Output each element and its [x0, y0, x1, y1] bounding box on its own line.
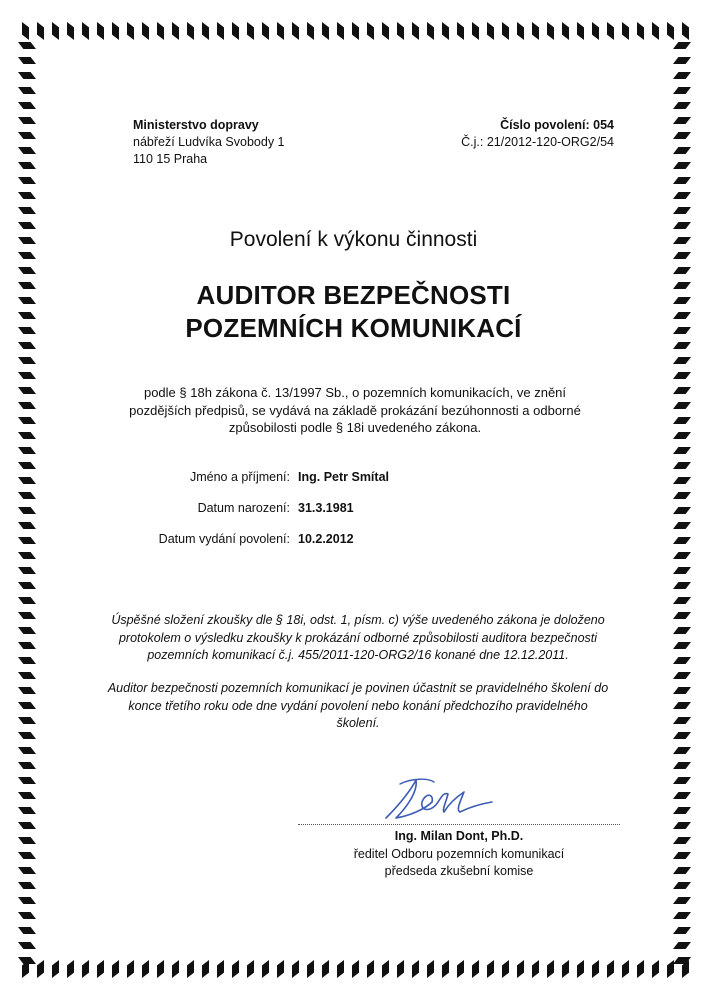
- border-segment: [673, 627, 691, 634]
- border-segment: [412, 960, 419, 978]
- border-segment: [18, 822, 36, 829]
- border-segment: [22, 22, 29, 40]
- border-segment: [18, 672, 36, 679]
- border-segment: [673, 117, 691, 124]
- border-segment: [622, 960, 629, 978]
- border-segment: [547, 22, 554, 40]
- document-title: [0, 279, 707, 345]
- border-segment: [382, 960, 389, 978]
- border-segment: [682, 22, 689, 40]
- border-segment: [292, 22, 299, 40]
- border-segment: [673, 642, 691, 649]
- border-segment: [673, 777, 691, 784]
- border-segment: [142, 22, 149, 40]
- border-segment: [18, 177, 36, 184]
- border-segment: [673, 462, 691, 469]
- border-segment: [673, 672, 691, 679]
- field-value: Ing. Petr Smítal: [298, 470, 389, 484]
- border-segment: [18, 447, 36, 454]
- border-segment: [277, 960, 284, 978]
- border-segment: [307, 960, 314, 978]
- border-segment: [112, 22, 119, 40]
- signature-line: [298, 824, 620, 825]
- border-segment: [673, 267, 691, 274]
- border-segment: [82, 960, 89, 978]
- border-segment: [592, 22, 599, 40]
- border-segment: [352, 22, 359, 40]
- border-segment: [562, 960, 569, 978]
- border-segment: [232, 22, 239, 40]
- border-segment: [18, 762, 36, 769]
- issuer-street: nábřeží Ludvíka Svobody 1: [133, 135, 285, 149]
- border-segment: [577, 22, 584, 40]
- field-value: 10.2.2012: [298, 532, 354, 546]
- border-segment: [82, 22, 89, 40]
- border-segment: [18, 267, 36, 274]
- field-row-birthdate: [0, 501, 707, 521]
- border-segment: [18, 402, 36, 409]
- border-segment: [127, 960, 134, 978]
- border-segment: [673, 42, 691, 49]
- border-segment: [18, 732, 36, 739]
- border-segment: [382, 22, 389, 40]
- border-segment: [673, 402, 691, 409]
- border-segment: [673, 102, 691, 109]
- border-segment: [673, 372, 691, 379]
- border-segment: [673, 942, 691, 949]
- field-label: Datum vydání povolení:: [158, 532, 290, 546]
- title-line-1: AUDITOR BEZPEČNOSTI: [196, 280, 511, 310]
- legal-basis-line: způsobilosti podle § 18i uvedeného zákona.: [228, 420, 482, 435]
- border-segment: [52, 960, 59, 978]
- border-segment: [673, 897, 691, 904]
- training-note-line: školení.: [336, 716, 380, 730]
- permit-number: Číslo povolení: 054: [500, 118, 614, 132]
- border-segment: [18, 42, 36, 49]
- border-segment: [673, 387, 691, 394]
- border-segment: [18, 102, 36, 109]
- issuer-address: [133, 117, 285, 168]
- border-segment: [673, 687, 691, 694]
- title-line-2: POZEMNÍCH KOMUNIKACÍ: [185, 313, 522, 343]
- border-segment: [673, 357, 691, 364]
- border-segment: [673, 132, 691, 139]
- border-segment: [217, 22, 224, 40]
- border-segment: [673, 927, 691, 934]
- border-segment: [247, 960, 254, 978]
- border-segment: [18, 837, 36, 844]
- field-label: Jméno a příjmení:: [189, 470, 290, 484]
- border-segment: [18, 642, 36, 649]
- border-segment: [18, 117, 36, 124]
- border-segment: [673, 87, 691, 94]
- border-segment: [18, 432, 36, 439]
- border-segment: [18, 192, 36, 199]
- border-segment: [18, 132, 36, 139]
- border-segment: [673, 867, 691, 874]
- border-segment: [442, 22, 449, 40]
- border-segment: [337, 22, 344, 40]
- field-label: Datum narození:: [197, 501, 290, 515]
- border-segment: [673, 837, 691, 844]
- border-segment: [673, 192, 691, 199]
- border-segment: [673, 732, 691, 739]
- field-row-issue-date: [0, 532, 707, 552]
- border-segment: [18, 252, 36, 259]
- border-segment: [337, 960, 344, 978]
- training-note: [78, 680, 638, 733]
- border-segment: [673, 912, 691, 919]
- issuer-city: 110 15 Praha: [133, 152, 208, 166]
- border-segment: [472, 960, 479, 978]
- border-segment: [18, 567, 36, 574]
- border-segment: [217, 960, 224, 978]
- border-segment: [532, 960, 539, 978]
- border-segment: [673, 597, 691, 604]
- border-segment: [247, 22, 254, 40]
- border-segment: [37, 22, 44, 40]
- border-segment: [18, 897, 36, 904]
- border-segment: [18, 777, 36, 784]
- border-segment: [18, 597, 36, 604]
- border-segment: [673, 747, 691, 754]
- border-segment: [502, 22, 509, 40]
- border-segment: [673, 522, 691, 529]
- border-segment: [673, 57, 691, 64]
- border-segment: [18, 552, 36, 559]
- border-segment: [142, 960, 149, 978]
- border-segment: [67, 960, 74, 978]
- border-segment: [397, 22, 404, 40]
- border-segment: [673, 552, 691, 559]
- border-segment: [307, 22, 314, 40]
- border-segment: [673, 582, 691, 589]
- border-segment: [397, 960, 404, 978]
- border-segment: [673, 717, 691, 724]
- border-segment: [202, 960, 209, 978]
- border-segment: [18, 807, 36, 814]
- border-segment: [172, 960, 179, 978]
- border-segment: [487, 960, 494, 978]
- border-segment: [18, 927, 36, 934]
- border-segment: [18, 417, 36, 424]
- border-segment: [18, 72, 36, 79]
- border-segment: [18, 702, 36, 709]
- border-segment: [673, 447, 691, 454]
- border-segment: [637, 960, 644, 978]
- border-segment: [52, 22, 59, 40]
- border-segment: [18, 582, 36, 589]
- border-segment: [18, 852, 36, 859]
- legal-basis-line: pozdějších předpisů, se vydává na základě prokázání bezúhonnosti a odborné: [129, 402, 581, 418]
- border-segment: [277, 22, 284, 40]
- signatory-role: ředitel Odboru pozemních komunikací: [353, 846, 565, 861]
- training-note-line: konce třetího roku ode dne vydání povolení nebo konání předchozího pravidelného: [128, 698, 588, 713]
- border-segment: [673, 882, 691, 889]
- border-segment: [427, 960, 434, 978]
- border-segment: [262, 960, 269, 978]
- border-segment: [673, 147, 691, 154]
- border-segment: [37, 960, 44, 978]
- border-segment: [673, 792, 691, 799]
- exam-note-line: pozemních komunikací č.j. 455/2011-120-ORG2/16 konané dne 12.12.2011.: [147, 648, 569, 662]
- border-segment: [607, 960, 614, 978]
- exam-note-line: Úspěšné složení zkoušky dle § 18i, odst. 1, písm. c) výše uvedeného zákona je doloženo: [111, 613, 605, 627]
- exam-note-line: protokolem o výsledku zkoušky k prokázání odborné způsobilosti auditora bezpečnosti: [118, 630, 598, 645]
- border-segment: [292, 960, 299, 978]
- border-segment: [157, 22, 164, 40]
- border-segment: [18, 717, 36, 724]
- signatory-role: předseda zkušební komise: [384, 864, 534, 878]
- border-segment: [18, 612, 36, 619]
- border-segment: [18, 627, 36, 634]
- border-segment: [673, 807, 691, 814]
- border-segment: [427, 22, 434, 40]
- border-segment: [673, 567, 691, 574]
- border-segment: [577, 960, 584, 978]
- border-segment: [18, 87, 36, 94]
- border-segment: [187, 960, 194, 978]
- border-segment: [172, 22, 179, 40]
- border-segment: [18, 147, 36, 154]
- training-note-line: Auditor bezpečnosti pozemních komunikací je povinen účastnit se pravidelného školení do: [107, 681, 609, 695]
- border-segment: [97, 22, 104, 40]
- border-segment: [18, 747, 36, 754]
- signatory-block: [298, 828, 620, 881]
- border-segment: [673, 492, 691, 499]
- border-segment: [322, 960, 329, 978]
- border-segment: [67, 22, 74, 40]
- border-segment: [18, 522, 36, 529]
- border-segment: [367, 22, 374, 40]
- border-segment: [18, 357, 36, 364]
- border-segment: [18, 912, 36, 919]
- border-segment: [667, 22, 674, 40]
- border-segment: [673, 852, 691, 859]
- border-segment: [202, 22, 209, 40]
- border-segment: [127, 22, 134, 40]
- border-segment: [622, 22, 629, 40]
- exam-note: [78, 612, 638, 665]
- border-segment: [673, 432, 691, 439]
- border-segment: [487, 22, 494, 40]
- border-segment: [97, 960, 104, 978]
- border-segment: [352, 960, 359, 978]
- border-segment: [18, 492, 36, 499]
- border-segment: [18, 657, 36, 664]
- document-subtitle: Povolení k výkonu činnosti: [229, 228, 478, 251]
- border-segment: [18, 687, 36, 694]
- border-segment: [18, 942, 36, 949]
- reference-number: Č.j.: 21/2012-120-ORG2/54: [461, 135, 614, 149]
- border-segment: [667, 960, 674, 978]
- signatory-name: Ing. Milan Dont, Ph.D.: [394, 829, 524, 843]
- border-segment: [517, 22, 524, 40]
- border-segment: [562, 22, 569, 40]
- border-segment: [18, 792, 36, 799]
- border-segment: [232, 960, 239, 978]
- legal-basis-paragraph: [110, 384, 600, 437]
- issuer-name: Ministerstvo dopravy: [133, 118, 259, 132]
- border-segment: [673, 612, 691, 619]
- border-segment: [673, 657, 691, 664]
- border-segment: [673, 702, 691, 709]
- border-segment: [18, 867, 36, 874]
- border-segment: [472, 22, 479, 40]
- border-segment: [532, 22, 539, 40]
- border-segment: [517, 960, 524, 978]
- border-segment: [18, 57, 36, 64]
- permit-reference: [461, 117, 614, 151]
- border-segment: [367, 960, 374, 978]
- border-segment: [547, 960, 554, 978]
- border-segment: [18, 207, 36, 214]
- border-segment: [652, 22, 659, 40]
- border-segment: [18, 162, 36, 169]
- border-segment: [673, 207, 691, 214]
- border-segment: [18, 957, 36, 964]
- border-segment: [673, 177, 691, 184]
- border-segment: [673, 822, 691, 829]
- border-segment: [18, 372, 36, 379]
- border-segment: [18, 387, 36, 394]
- border-segment: [18, 882, 36, 889]
- border-segment: [637, 22, 644, 40]
- field-value: 31.3.1981: [298, 501, 354, 515]
- border-segment: [322, 22, 329, 40]
- legal-basis-line: podle § 18h zákona č. 13/1997 Sb., o pozemních komunikacích, ve znění: [143, 385, 567, 400]
- border-segment: [457, 22, 464, 40]
- border-segment: [592, 960, 599, 978]
- border-segment: [18, 462, 36, 469]
- field-row-name: [0, 470, 707, 490]
- border-segment: [673, 252, 691, 259]
- border-segment: [673, 72, 691, 79]
- border-segment: [652, 960, 659, 978]
- border-segment: [607, 22, 614, 40]
- border-segment: [673, 417, 691, 424]
- border-segment: [442, 960, 449, 978]
- border-segment: [112, 960, 119, 978]
- handwritten-signature: [372, 772, 502, 828]
- border-segment: [502, 960, 509, 978]
- border-segment: [157, 960, 164, 978]
- border-segment: [673, 162, 691, 169]
- border-segment: [457, 960, 464, 978]
- border-segment: [673, 762, 691, 769]
- border-segment: [412, 22, 419, 40]
- border-segment: [187, 22, 194, 40]
- border-segment: [262, 22, 269, 40]
